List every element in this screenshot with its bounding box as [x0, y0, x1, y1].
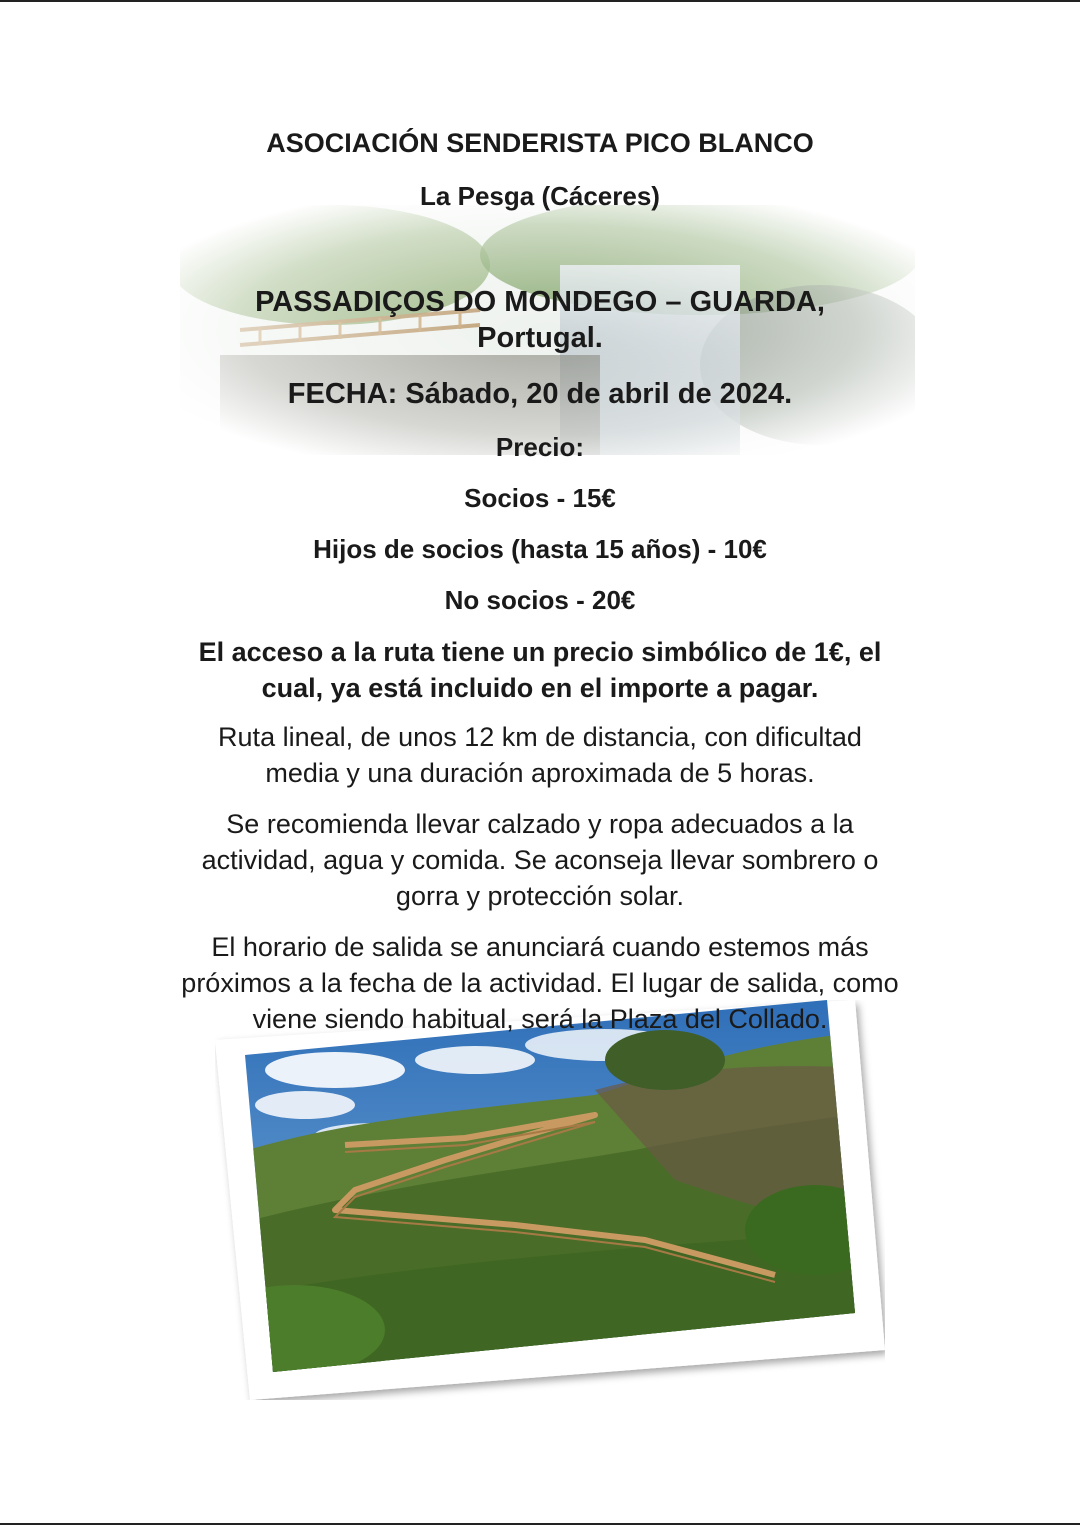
price-non-members: No socios - 20€	[444, 585, 636, 615]
price-children: Hijos de socios (hasta 15 años) - 10€	[313, 534, 767, 564]
gear-line2: actividad, agua y comida. Se aconseja llevar sombrero o	[201, 845, 879, 875]
departure-line1: El horario de salida se anunciará cuando estemos más	[211, 932, 869, 962]
departure-line3: viene siendo habitual, será la Plaza del Collado.	[252, 1004, 828, 1034]
access-note	[150, 634, 930, 706]
route-line2: media y una duración aproximada de 5 horas.	[265, 758, 815, 788]
event-date: FECHA: Sábado, 20 de abril de 2024.	[287, 378, 793, 410]
organization-name: ASOCIACIÓN SENDERISTA PICO BLANCO	[266, 128, 814, 158]
event-title-line1: PASSADIÇOS DO MONDEGO – GUARDA,	[255, 286, 825, 318]
access-note-line2: cual, ya está incluido en el importe a pagar.	[261, 673, 819, 703]
hillside-boardwalk-photo	[215, 1000, 885, 1400]
price-members: Socios - 15€	[464, 483, 616, 513]
route-line1: Ruta lineal, de unos 12 km de distancia, con dificultad	[218, 722, 862, 752]
price-heading: Precio:	[495, 432, 585, 462]
route-description	[140, 719, 940, 791]
event-title	[0, 284, 1080, 356]
gear-line1: Se recomienda llevar calzado y ropa adecuados a la	[226, 809, 854, 839]
page-bottom-border	[0, 1523, 1080, 1525]
gear-recommendation	[140, 806, 940, 914]
departure-info	[140, 929, 940, 1037]
departure-line2: próximos a la fecha de la actividad. El lugar de salida, como	[181, 968, 899, 998]
event-title-line2: Portugal.	[477, 322, 603, 354]
page-top-border	[0, 0, 1080, 2]
organization-location: La Pesga (Cáceres)	[420, 181, 660, 211]
gear-line3: gorra y protección solar.	[395, 881, 685, 911]
access-note-line1: El acceso a la ruta tiene un precio simbólico de 1€, el	[198, 637, 882, 667]
